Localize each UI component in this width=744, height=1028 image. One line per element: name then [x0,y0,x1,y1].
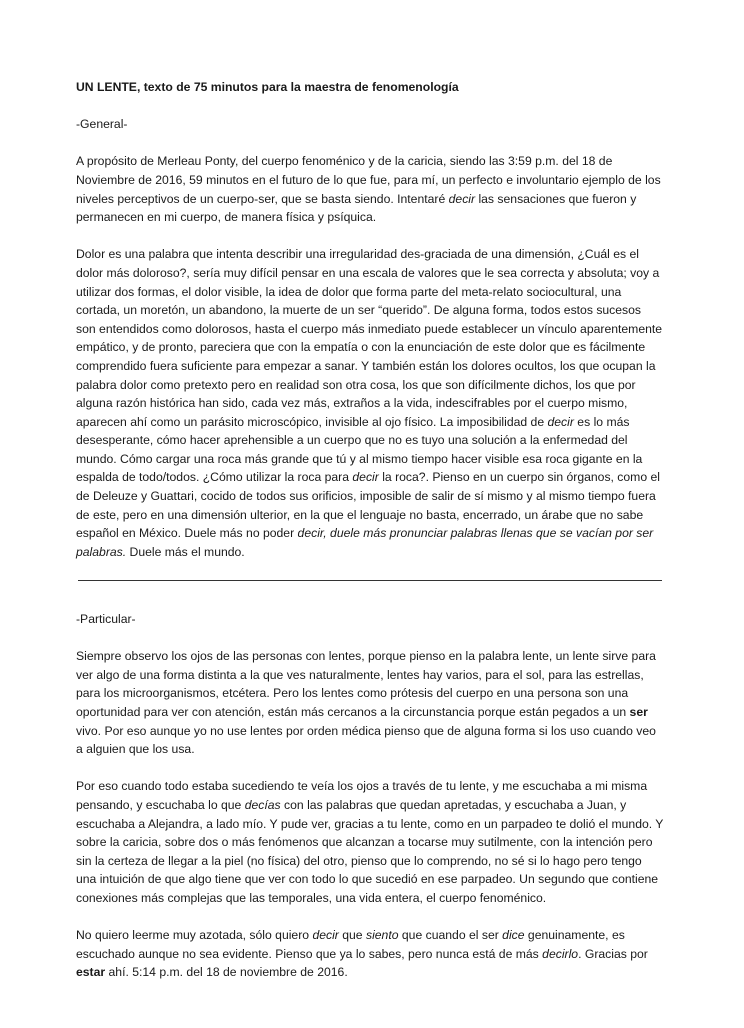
text-run: Siempre observo los ojos de las personas con lentes, porque pienso en la palabra lente, un lente sirve para ver algo de una forma distinta a la que ves naturalmente, lentes hay varios, para el sol, para las estrellas, para los microorganismos, etcétera. Pero los lentes como prótesis del cuerpo en una persona son una oportunidad para ver con atención, están más cercanos a la circunstancia porque están pegados a un [76,649,656,719]
emphasis-text: decir [352,470,379,485]
emphasis-text: decir [312,928,339,943]
text-run: la roca?. Pienso en un cuerpo sin órganos, como el de Deleuze y Guattari, cocido de todos sus orificios, imposible de salir de sí mismo y al mismo tiempo fuera de este, pero en una dimensión ulterior, en la que el lenguaje no basta, encerrado, un árabe que no sabe español en México. Duele más no poder [76,470,660,541]
bold-text: estar [76,965,106,980]
particular-paragraph-1 [76,647,664,759]
text-run: A propósito de Merleau Ponty, del cuerpo fenoménico y de la caricia, siendo las 3:59 p.m. del 18 de Noviembre de 2016, 59 minutos en el futuro de lo que fue, para mí, un perfecto e involuntario ejemplo de los niveles perceptivos de un cuerpo-ser, que se basta siendo. Intentaré [76,154,661,206]
emphasis-text: decir, duele más pronunciar palabras llenas que se vacían por ser palabras. [76,526,654,559]
text-run: vivo. Por eso aunque yo no use lentes por orden médica pienso que de alguna forma si los uso cuando veo a alguien que los usa. [76,723,656,757]
emphasis-text: decías [244,797,281,812]
document-page [76,78,664,1001]
text-run: es lo más desesperante, cómo hacer aprehensible a un cuerpo que no es tuyo una solución a la enfermedad del mundo. Cómo cargar una roca más grande que tú y al mismo tiempo hacer visible esa roca gigante en la espalda de todo/todos. ¿Cómo utilizar la roca para [76,414,643,485]
document-title: UN LENTE, texto de 75 minutos para la maestra de fenomenología [76,80,459,94]
text-run: No quiero leerme muy azotada, sólo quiero [76,928,313,943]
bold-text: ser [629,705,648,719]
emphasis-text: decir [448,191,476,206]
text-run: las sensaciones que fueron y permanecen en mi cuerpo, de manera física y psíquica. [76,191,637,225]
text-run: que cuando el ser [398,928,503,943]
emphasis-text: decirlo [542,946,579,961]
text-run: con las palabras que quedan apretadas, y escuchaba a Juan, y escuchaba a Alejandra, a lado mío. Y pude ver, gracias a tu lente, como en un parpadeo te dolió el mundo. Y sobre la caricia, sobre dos o más fenómenos que alcanzan a tocarse muy sutilmente, con la intención pero sin la certeza de llegar a la piel (no física) del otro, pienso que lo comprendo, no sé si lo hago pero tengo una intuición de que algo tiene que ver con todo lo que sucedió en ese parpadeo. Un segundo que contiene conexiones más complejas que las temporales, una vida entera, el cuerpo fenoménico. [76,797,664,905]
general-paragraph-2 [76,245,664,561]
particular-paragraph-2 [76,777,664,907]
emphasis-text: siento [365,928,399,943]
text-run: Dolor es una palabra que intenta describir una irregularidad des-graciada de una dimensión, ¿Cuál es el dolor más doloroso?, sería muy difícil pensar en una escala de valores que le sea correcta y absoluta; voy a utilizar dos formas, el dolor visible, la idea de dolor que forma parte del meta-relato sociocultural, una cortada, un moretón, un abandono, la muerte de un ser “querido”. De alguna forma, todos estos sucesos son entendidos como dolorosos, hasta el cuerpo más inmediato puede establecer un vínculo aparentemente empático, y de pronto, pareciera que con la empatía o con la enunciación de este dolor que es fácilmente comprendido fuera suficiente para empezar a sanar. Y también están los dolores ocultos, los que ocupan la palabra dolor como pretexto pero en realidad son otra cosa, los que son difícilmente dichos, los que por alguna razón histórica han sido, cada vez más, extraños a la vida, indescifrables por el cuerpo mismo, aparecen ahí como un parásito microscópico, invisible al ojo físico. La imposibilidad de [76,247,663,429]
text-run: que [338,928,366,943]
text-run: . Gracias por [578,946,648,961]
text-run: ahí. 5:14 p.m. del 18 de noviembre de 2016. [105,965,348,980]
emphasis-text: dice [502,928,525,943]
horizontal-divider [78,580,662,581]
section-heading-general: -General- [76,117,128,132]
text-run: genuinamente, es escuchado aunque no sea evidente. Pienso que ya lo sabes, pero nunca está de más [76,928,625,961]
particular-paragraph-3 [76,926,664,982]
text-run: Por eso cuando todo estaba sucediendo te veía los ojos a través de tu lente, y me escuchaba a mi misma pensando, y escuchaba lo que [76,779,648,812]
text-run: Duele más el mundo. [126,544,245,559]
general-paragraph-1 [76,152,664,226]
emphasis-text: decir [547,414,574,429]
section-heading-particular: -Particular- [76,612,136,627]
